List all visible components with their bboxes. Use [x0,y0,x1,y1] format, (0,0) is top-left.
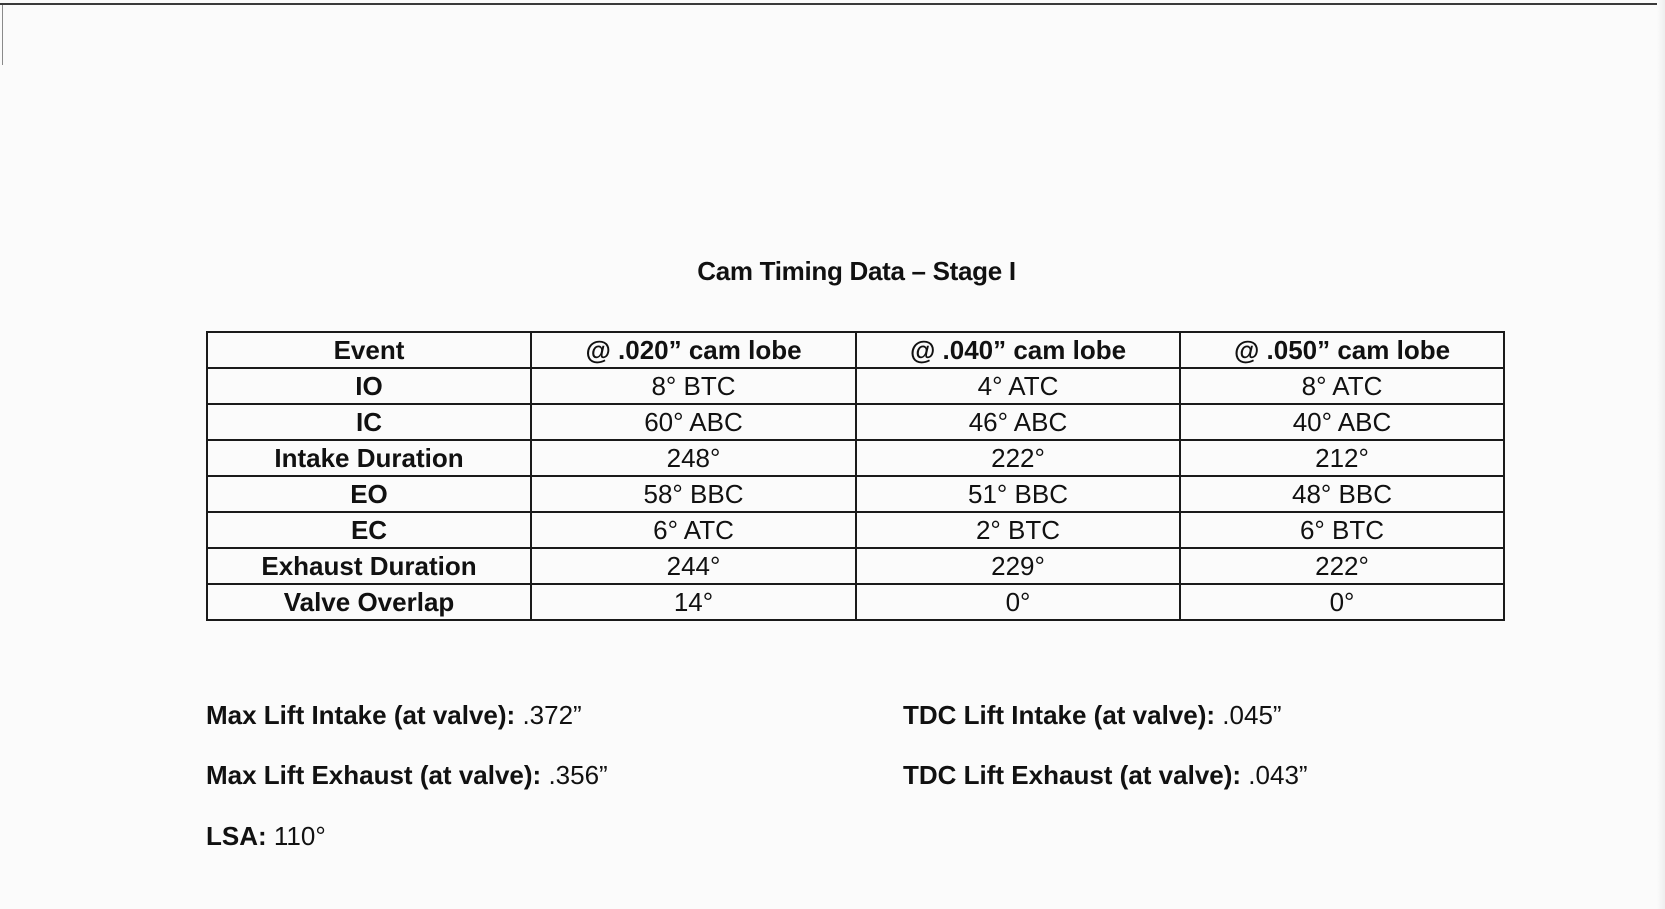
value-cell-040: 4° ATC [856,368,1180,404]
tdc-lift-exhaust-label: TDC Lift Exhaust (at valve): [903,760,1242,790]
table-row [207,404,1504,440]
value-cell-040: 2° BTC [856,512,1180,548]
table-row [207,368,1504,404]
document-title: Cam Timing Data – Stage I [697,256,1016,286]
value-cell-050: 212° [1180,440,1504,476]
table-header-row [207,332,1504,368]
value-cell-020: 8° BTC [531,368,856,404]
value-cell-020: 58° BBC [531,476,856,512]
lsa-value: 110° [273,821,326,851]
tdc-lift-exhaust-value: .043” [1248,760,1308,790]
value-cell-020: 14° [531,584,856,620]
lsa-line [206,821,326,852]
table-row [207,548,1504,584]
value-cell-020: 248° [531,440,856,476]
value-cell-050: 48° BBC [1180,476,1504,512]
tdc-lift-intake-label: TDC Lift Intake (at valve): [903,700,1216,730]
tdc-lift-intake-value: .045” [1222,700,1282,730]
column-header-050: @ .050” cam lobe [1180,332,1504,368]
value-cell-050: 8° ATC [1180,368,1504,404]
value-cell-020: 6° ATC [531,512,856,548]
page-top-edge [0,3,1665,5]
event-cell: IC [207,404,531,440]
max-lift-exhaust-value: .356” [548,760,608,790]
page-left-edge [2,5,3,65]
value-cell-050: 222° [1180,548,1504,584]
column-header-event: Event [207,332,531,368]
page-right-shadow [1657,0,1665,909]
value-cell-020: 60° ABC [531,404,856,440]
max-lift-intake-label: Max Lift Intake (at valve): [206,700,516,730]
max-lift-intake-value: .372” [522,700,582,730]
column-header-040: @ .040” cam lobe [856,332,1180,368]
max-lift-exhaust-line [206,760,608,791]
event-cell: Exhaust Duration [207,548,531,584]
table-row [207,512,1504,548]
value-cell-040: 222° [856,440,1180,476]
lsa-label: LSA: [206,821,267,851]
event-cell: EO [207,476,531,512]
cam-timing-table [206,331,1505,621]
table-row [207,584,1504,620]
event-cell: Valve Overlap [207,584,531,620]
value-cell-050: 40° ABC [1180,404,1504,440]
table-row [207,440,1504,476]
tdc-lift-intake-line [903,700,1282,731]
max-lift-intake-line [206,700,582,731]
tdc-lift-exhaust-line [903,760,1308,791]
event-cell: IO [207,368,531,404]
value-cell-040: 229° [856,548,1180,584]
value-cell-050: 6° BTC [1180,512,1504,548]
event-cell: Intake Duration [207,440,531,476]
value-cell-040: 0° [856,584,1180,620]
column-header-020: @ .020” cam lobe [531,332,856,368]
value-cell-040: 51° BBC [856,476,1180,512]
value-cell-050: 0° [1180,584,1504,620]
event-cell: EC [207,512,531,548]
value-cell-020: 244° [531,548,856,584]
value-cell-040: 46° ABC [856,404,1180,440]
max-lift-exhaust-label: Max Lift Exhaust (at valve): [206,760,542,790]
table-row [207,476,1504,512]
